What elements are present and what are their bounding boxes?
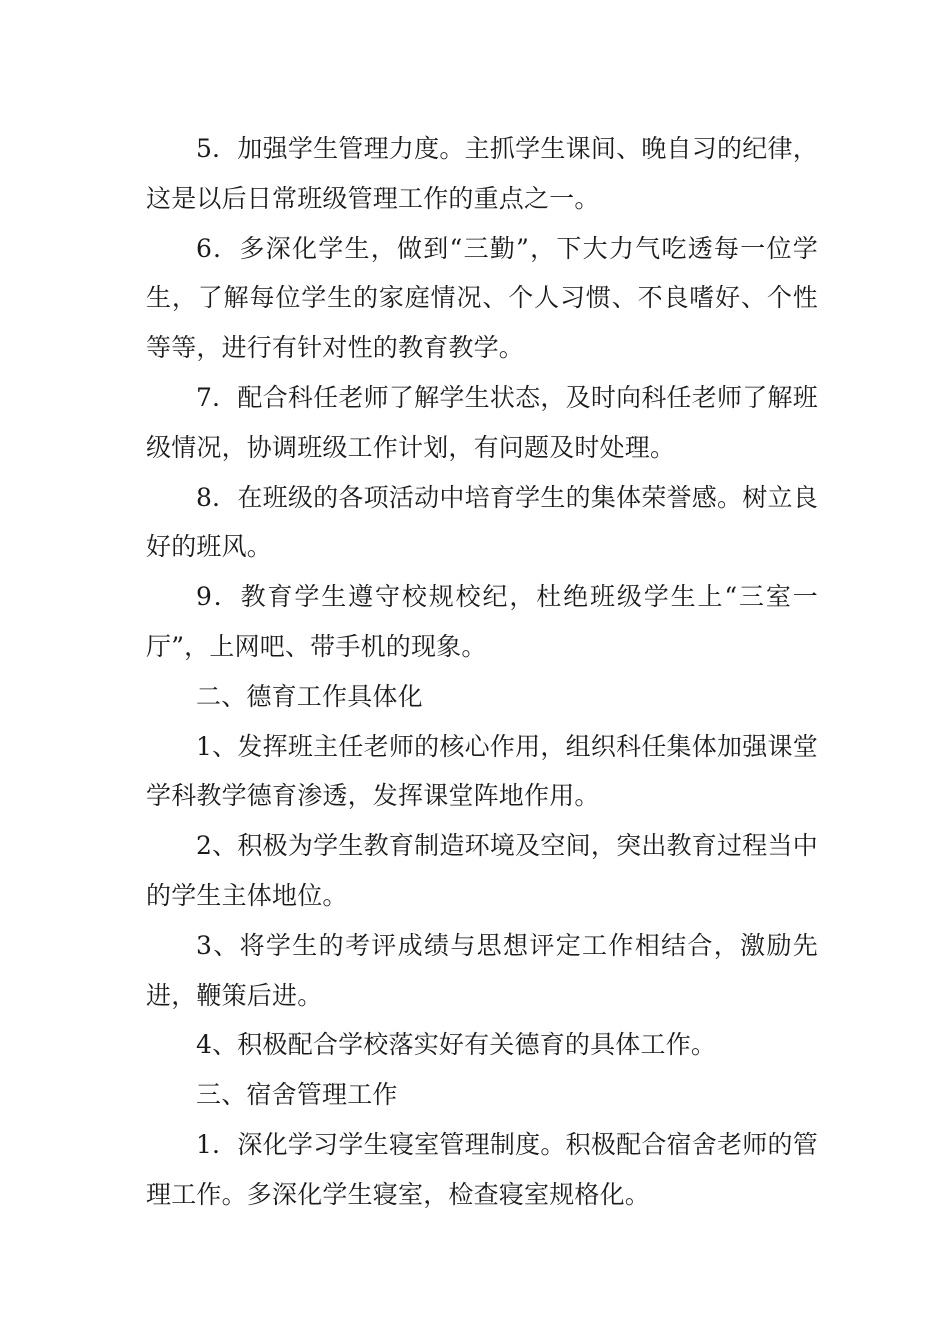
paragraph-moral-2: 2、积极为学生教育制造环境及空间，突出教育过程当中的学生主体地位。 <box>146 831 818 910</box>
paragraph-item-6: 6．多深化学生，做到“三勤”，下大力气吃透每一位学生，了解每位学生的家庭情况、个人习惯、不良嗜好、个性等等，进行有针对性的教育教学。 <box>146 233 818 363</box>
paragraph-item-5: 5．加强学生管理力度。主抓学生课间、晚自习的纪律，这是以后日常班级管理工作的重点之一。 <box>146 134 818 213</box>
paragraph-moral-1: 1、发挥班主任老师的核心作用，组织科任集体加强课堂学科教学德育渗透，发挥课堂阵地作用。 <box>146 731 818 811</box>
section-heading-moral-education: 二、德育工作具体化 <box>196 681 423 711</box>
paragraph-item-7: 7．配合科任老师了解学生状态，及时向科任老师了解班级情况，协调班级工作计划，有问题及时处理。 <box>146 382 818 462</box>
paragraph-moral-3: 3、将学生的考评成绩与思想评定工作相结合，激励先进，鞭策后进。 <box>146 930 818 1010</box>
document-body <box>146 124 818 1220</box>
paragraph-moral-4: 4、积极配合学校落实好有关德育的具体工作。 <box>196 1030 717 1060</box>
section-heading-dormitory: 三、宿舍管理工作 <box>196 1080 398 1110</box>
paragraph-dormitory-1: 1．深化学习学生寝室管理制度。积极配合宿舍老师的管理工作。多深化学生寝室，检查寝室规格化。 <box>146 1129 818 1209</box>
paragraph-item-8: 8．在班级的各项活动中培育学生的集体荣誉感。树立良好的班风。 <box>146 482 818 562</box>
paragraph-item-9: 9．教育学生遵守校规校纪，杜绝班级学生上“三室一厅”，上网吧、带手机的现象。 <box>146 582 818 661</box>
